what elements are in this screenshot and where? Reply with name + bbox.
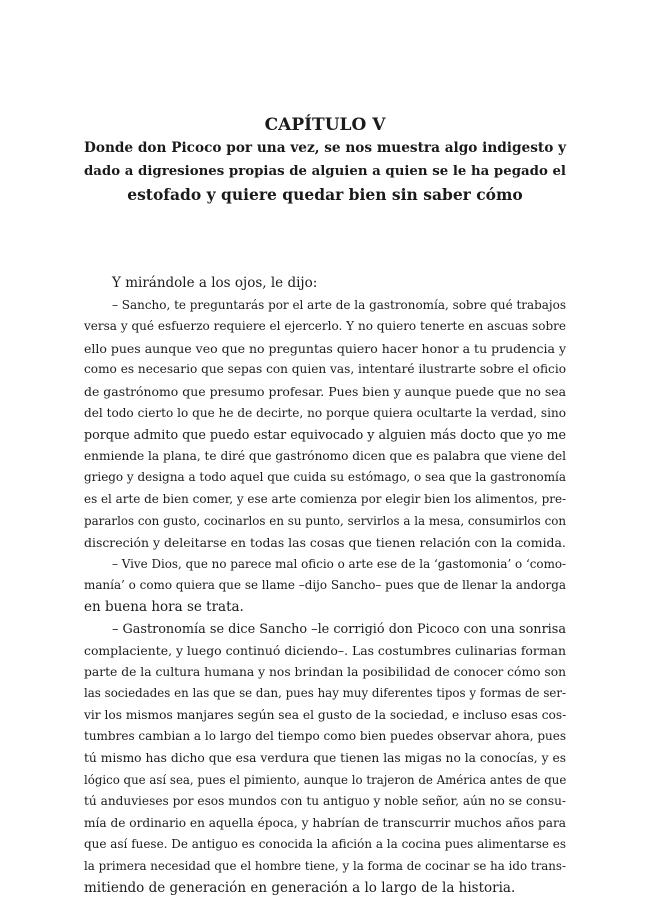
text-line: lógico que así sea, pues el pimiento, aunque lo trajeron de América antes de que	[84, 772, 567, 787]
chapter-subtitle-line: estofado y quiere quedar bien sin saber cómo	[127, 185, 523, 204]
text-line: manía’ o como quiera que se llame –dijo Sancho– pues que de llenar la andorga	[84, 578, 566, 593]
text-line: pararlos con gusto, cocinarlos en su punto, servirlos a la mesa, consumirlos con	[84, 513, 566, 528]
text-line: del todo cierto lo que he de decirte, no porque quiera ocultarte la verdad, sino	[84, 405, 566, 420]
text-line: mía de ordinario en aquella época, y habrían de transcurrir muchos años para	[84, 815, 566, 830]
text-line: Y mirándole a los ojos, le dijo:	[112, 275, 318, 291]
body-text	[84, 273, 566, 899]
text-line: es el arte de bien comer, y ese arte comienza por elegir bien los alimentos, pre-	[84, 491, 567, 506]
chapter-subtitle	[84, 137, 566, 206]
text-line: tú anduvieses por esos mundos con tu antiguo y noble señor, aún no se consu-	[84, 794, 566, 809]
text-line: enmiende la plana, te diré que gastrónomo dicen que es palabra que viene del	[84, 448, 567, 463]
text-line: como es necesario que sepas con quien vas, intentaré ilustrarte sobre el oficio	[84, 362, 566, 377]
text-line: versa y qué esfuerzo requiere el ejercerlo. Y no quiero tenerte en ascuas sobre	[84, 319, 566, 334]
text-line: porque admito que puedo estar equivocado y alguien más docto que yo me	[84, 427, 566, 443]
chapter-title: CAPÍTULO V	[264, 115, 386, 135]
text-line: que así fuese. De antiguo es conocida la afición a la cocina pues alimentarse es	[84, 837, 566, 852]
text-line: – Gastronomía se dice Sancho –le corrigió don Picoco con una sonrisa	[112, 621, 566, 637]
text-line: discreción y deleitarse en todas las cosas que tienen relación con la comida.	[84, 535, 566, 551]
text-line: en buena hora se trata.	[84, 598, 244, 615]
text-line: parte de la cultura humana y nos brindan la posibilidad de conocer cómo son	[84, 664, 567, 679]
text-line: de gastrónomo que presumo profesar. Pues bien y aunque puede que no sea	[84, 383, 566, 399]
text-line: la primera necesidad que el hombre tiene, y la forma de cocinar se ha ido trans-	[84, 859, 566, 874]
text-line: complaciente, y luego continuó diciendo–. Las costumbres culinarias forman	[84, 643, 566, 659]
text-line: mitiendo de generación en generación a lo largo de la historia.	[84, 879, 516, 896]
text-line: las sociedades en las que se dan, pues hay muy diferentes tipos y formas de ser-	[84, 686, 566, 701]
text-line: – Sancho, te preguntarás por el arte de la gastronomía, sobre qué trabajos	[112, 297, 566, 312]
text-line: tú mismo has dicho que esa verdura que tienen las migas no la conocías, y es	[84, 751, 566, 766]
text-line: – Vive Dios, que no parece mal oficio o arte ese de la ‘gastomonia’ o ‘como-	[112, 556, 567, 571]
text-line: vir los mismos manjares según sea el gusto de la sociedad, e incluso esas cos-	[84, 707, 567, 722]
chapter-subtitle-line: dado a digresiones propias de alguien a quien se le ha pegado el	[84, 163, 566, 179]
text-line: tumbres cambian a lo largo del tiempo como bien puedes observar ahora, pues	[84, 729, 566, 744]
text-line: griego y designa a todo aquel que cuida su estómago, o sea que la gastronomía	[84, 470, 566, 485]
text-line: ello pues aunque veo que no preguntas quiero hacer honor a tu prudencia y	[84, 340, 566, 356]
chapter-heading	[84, 114, 566, 206]
chapter-subtitle-line: Donde don Picoco por una vez, se nos muestra algo indigesto y	[84, 140, 567, 156]
